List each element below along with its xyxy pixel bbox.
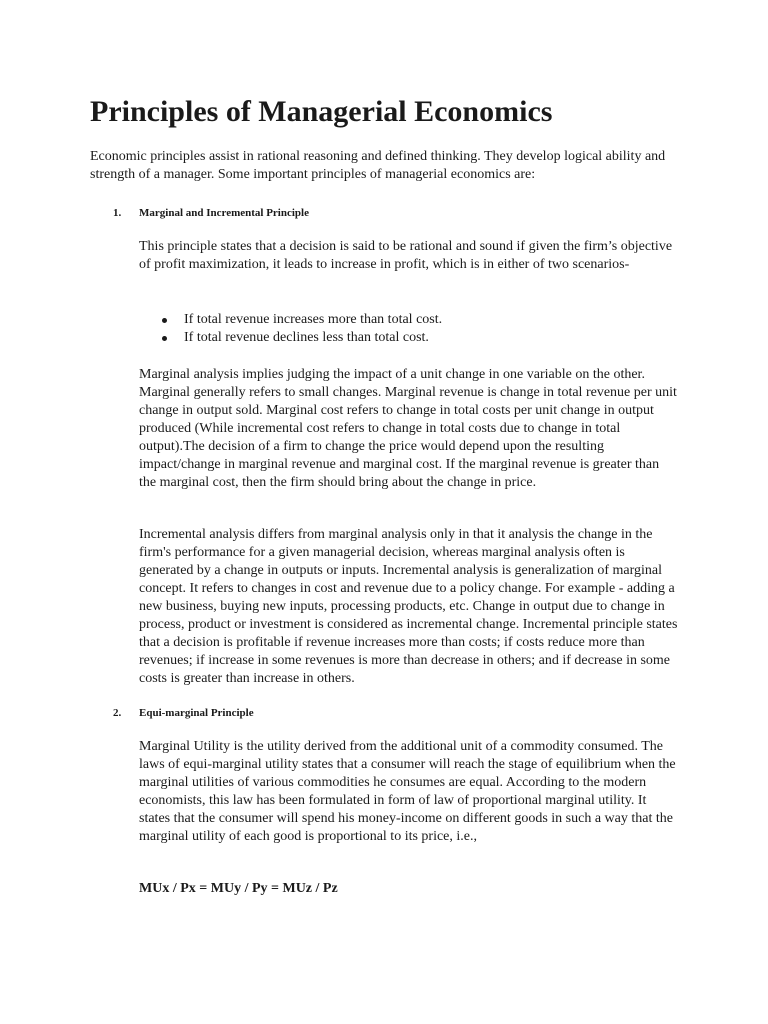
bullet-icon (162, 336, 167, 341)
scenario-bullet-list (160, 311, 442, 347)
page-title: Principles of Managerial Economics (90, 95, 553, 128)
section-title: Equi-marginal Principle (139, 707, 254, 719)
section-2-paragraph-1: Marginal Utility is the utility derived from the additional unit of a commodity consumed. The laws of equi-marginal utility states that a consumer will reach the stage of equilibrium when the marginal utilities of various commodities he consumes are equal. According to the modern economists, this law has been formulated in form of law of proportional marginal utility. It states that the consumer will spend his money-income on different goods in such a way that the marginal utility of each good is proportional to its price, i.e., (139, 739, 676, 844)
bullet-icon (162, 318, 167, 323)
list-item-text: If total revenue increases more than total cost. (184, 312, 443, 327)
section-1-paragraph-3: Incremental analysis differs from marginal analysis only in that it analysis the change in the firm's performance for a given managerial decision, whereas marginal analysis often is generated by a change in outputs or inputs. Incremental analysis is generalization of marginal concept. It refers to changes in cost and revenue due to a policy change. For example - adding a new business, buying new inputs, processing products, etc. Change in output due to change in process, product or investment is considered as incremental change. Incremental principle states that a decision is profitable if revenue increases more than costs; if costs reduce more than revenues; if increase in some revenues is more than decrease in others; and if decrease in some costs is greater than increase in others. (139, 527, 678, 686)
list-item (160, 311, 442, 329)
section-1-paragraph-1: This principle states that a decision is said to be rational and sound if given the firm’s objective of profit maximization, it leads to increase in profit, which is in either of two scenarios- (139, 239, 673, 272)
section-1-paragraph-2: Marginal analysis implies judging the impact of a unit change in one variable on the other. Marginal generally refers to small changes. Marginal revenue is change in total revenue per unit change in output sold. Marginal cost refers to change in total costs per unit change in output produced (While incremental cost refers to change in total costs due to change in total output).The decision of a firm to change the price would depend upon the resulting impact/change in marginal revenue and marginal cost. If the marginal revenue is greater than the marginal cost, then the firm should bring about the change in price. (139, 367, 677, 490)
list-item (160, 329, 442, 347)
section-number: 2. (113, 707, 122, 719)
section-number: 1. (113, 207, 122, 219)
equi-marginal-formula: MUx / Px = MUy / Py = MUz / Pz (139, 881, 338, 896)
intro-paragraph: Economic principles assist in rational reasoning and defined thinking. They develop logical ability and strength of a manager. Some important principles of managerial economics are: (90, 149, 666, 182)
section-heading-equi-marginal (113, 705, 254, 721)
list-item-text: If total revenue declines less than total cost. (184, 330, 429, 345)
section-title: Marginal and Incremental Principle (139, 207, 309, 219)
section-heading-marginal-incremental (113, 205, 309, 221)
